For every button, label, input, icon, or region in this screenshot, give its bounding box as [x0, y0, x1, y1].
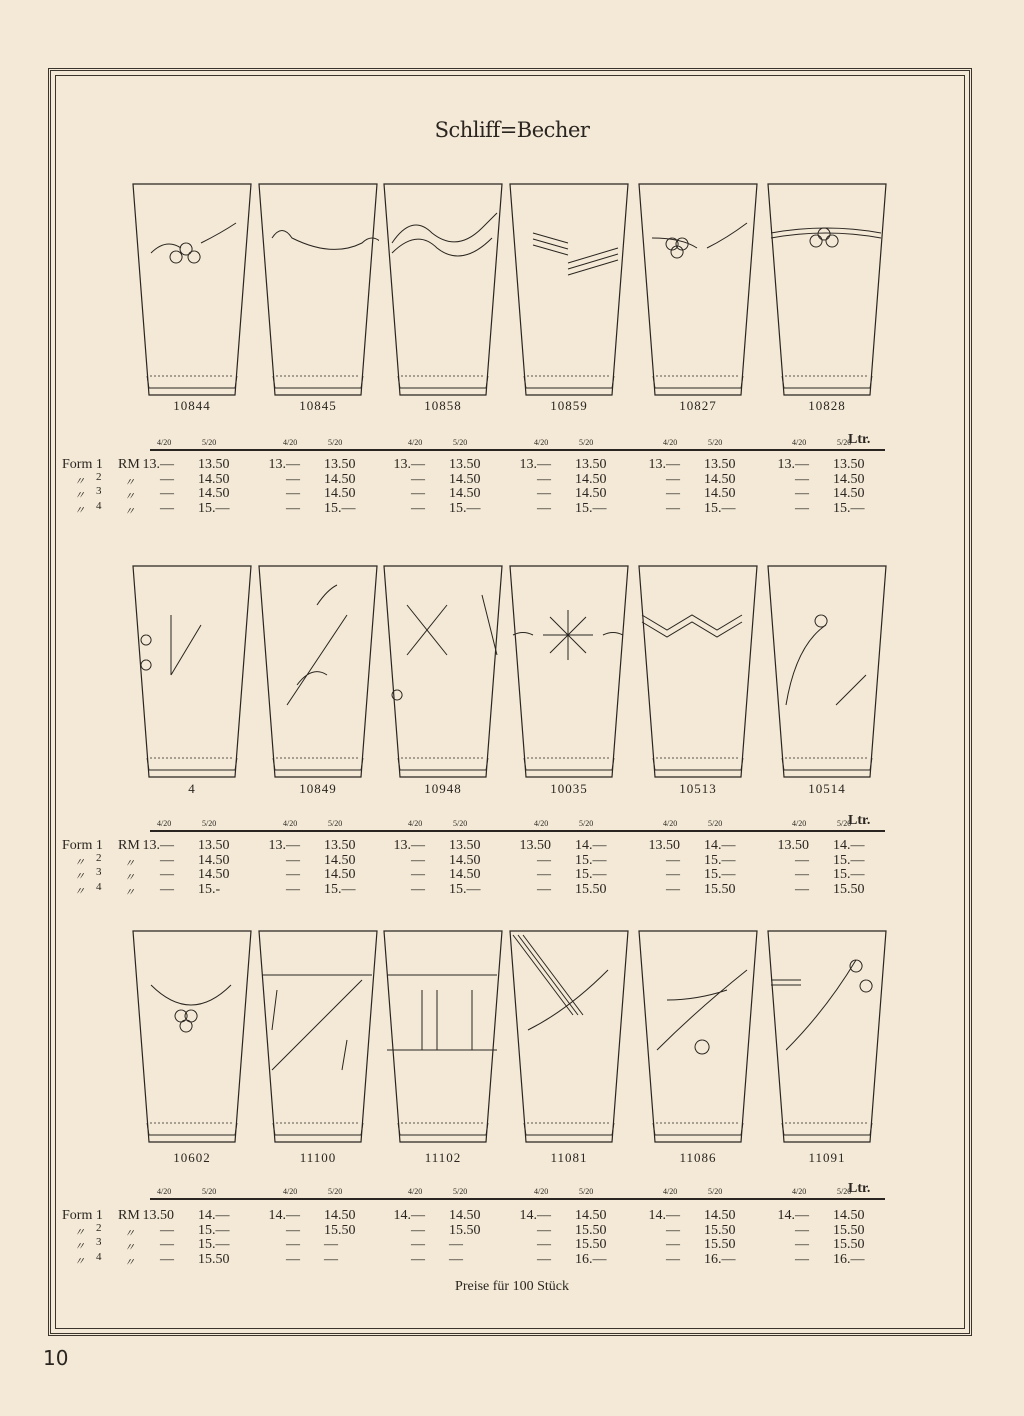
size-header-4-20: 4/20 — [408, 438, 423, 447]
article-number: 10849 — [299, 781, 337, 796]
price-4-20: — — [286, 471, 300, 487]
currency-label: RM — [118, 838, 140, 853]
price-4-20: — — [160, 1237, 174, 1253]
tumbler-illustration — [766, 565, 888, 780]
form-number: 4 — [96, 1250, 102, 1263]
price-4-20: 13.— — [519, 457, 551, 472]
price-4-20: — — [795, 867, 809, 883]
article-number: 10948 — [424, 781, 462, 796]
price-5-20: 15.— — [833, 867, 865, 883]
size-header-5-20: 5/20 — [579, 438, 594, 447]
tumbler-illustration — [508, 183, 630, 398]
page-number: 10 — [43, 1346, 69, 1370]
price-5-20: 14.50 — [833, 471, 865, 487]
size-header-4-20: 4/20 — [157, 438, 172, 447]
price-4-20: — — [537, 1237, 551, 1253]
price-5-20: 14.50 — [324, 486, 356, 502]
article-number: 4 — [188, 781, 196, 796]
price-note: Preise für 100 Stück — [455, 1279, 569, 1294]
price-4-20: — — [666, 1251, 680, 1267]
price-5-20: 15.— — [449, 881, 481, 897]
ditto-mark: 〃 — [124, 857, 135, 870]
article-number: 10858 — [424, 398, 462, 413]
size-header-4-20: 4/20 — [792, 1187, 807, 1196]
price-4-20: 14.— — [777, 1208, 809, 1223]
price-5-20: 13.50 — [449, 838, 481, 853]
form-label: Form 1 — [62, 1208, 103, 1223]
price-4-20: — — [795, 1251, 809, 1267]
ditto-mark: 〃 — [74, 885, 85, 898]
price-4-20: 13.— — [648, 457, 680, 472]
price-5-20: 14.50 — [198, 471, 230, 487]
price-5-20: 13.50 — [324, 838, 356, 853]
price-4-20: — — [795, 881, 809, 897]
price-5-20: 15.50 — [833, 1222, 865, 1238]
size-header-5-20: 5/20 — [202, 819, 217, 828]
ditto-mark: 〃 — [124, 1227, 135, 1240]
price-5-20: 15.50 — [575, 881, 607, 897]
price-4-20: — — [795, 500, 809, 516]
price-5-20: 14.50 — [198, 852, 230, 868]
price-5-20: 15.— — [198, 1222, 230, 1238]
price-4-20: — — [160, 1222, 174, 1238]
price-5-20: 15.— — [575, 867, 607, 883]
ditto-mark: 〃 — [124, 476, 135, 489]
price-5-20: 13.50 — [704, 457, 736, 472]
price-5-20: 15.— — [575, 500, 607, 516]
price-5-20: — — [324, 1237, 338, 1253]
size-header-5-20: 5/20 — [837, 1187, 852, 1196]
article-number: 10514 — [808, 781, 846, 796]
price-5-20: 14.50 — [704, 471, 736, 487]
price-5-20: 15.— — [704, 852, 736, 868]
ditto-mark: 〃 — [74, 871, 85, 884]
price-4-20: — — [795, 471, 809, 487]
tumbler-illustration — [131, 930, 253, 1145]
price-4-20: 13.— — [268, 838, 300, 853]
price-5-20: 15.50 — [575, 1237, 607, 1253]
tumbler-illustration — [382, 183, 504, 398]
ditto-mark: 〃 — [74, 490, 85, 503]
article-number: 10827 — [679, 398, 717, 413]
price-5-20: 14.50 — [833, 1208, 865, 1223]
size-header-5-20: 5/20 — [453, 438, 468, 447]
price-5-20: 15.50 — [449, 1222, 481, 1238]
price-5-20: 14.50 — [198, 486, 230, 502]
price-4-20: — — [286, 1222, 300, 1238]
price-4-20: 13.50 — [648, 838, 680, 853]
size-header-4-20: 4/20 — [663, 438, 678, 447]
price-5-20: 16.— — [833, 1251, 865, 1267]
price-4-20: — — [160, 471, 174, 487]
size-header-4-20: 4/20 — [157, 819, 172, 828]
size-header-5-20: 5/20 — [202, 438, 217, 447]
size-header-5-20: 5/20 — [579, 819, 594, 828]
tumbler-illustration — [257, 565, 379, 780]
price-5-20: 14.50 — [704, 486, 736, 502]
size-header-5-20: 5/20 — [708, 1187, 723, 1196]
price-4-20: — — [537, 500, 551, 516]
tumbler-illustration — [382, 565, 504, 780]
tumbler-illustration — [508, 930, 630, 1145]
price-5-20: 14.— — [833, 838, 865, 853]
price-4-20: 13.50 — [777, 838, 809, 853]
price-4-20: 13.— — [142, 838, 174, 853]
price-5-20: 14.50 — [833, 486, 865, 502]
size-header-5-20: 5/20 — [453, 819, 468, 828]
price-5-20: — — [449, 1237, 463, 1253]
tumbler-illustration — [131, 565, 253, 780]
size-header-4-20: 4/20 — [663, 1187, 678, 1196]
price-5-20: 14.50 — [449, 852, 481, 868]
ditto-mark: 〃 — [74, 856, 85, 869]
ditto-mark: 〃 — [74, 1226, 85, 1239]
price-5-20: 15.50 — [575, 1222, 607, 1238]
unit-label: Ltr. — [848, 1181, 871, 1196]
price-4-20: — — [411, 1222, 425, 1238]
price-5-20: 15.— — [198, 500, 230, 516]
price-4-20: — — [160, 881, 174, 897]
tumbler-illustration — [508, 565, 630, 780]
article-number: 10859 — [550, 398, 588, 413]
price-4-20: — — [160, 500, 174, 516]
size-header-4-20: 4/20 — [283, 438, 298, 447]
size-header-4-20: 4/20 — [534, 438, 549, 447]
price-5-20: 14.— — [704, 838, 736, 853]
price-4-20: — — [411, 867, 425, 883]
ditto-mark: 〃 — [124, 491, 135, 504]
ditto-mark: 〃 — [74, 504, 85, 517]
tumbler-illustration — [257, 930, 379, 1145]
size-header-5-20: 5/20 — [453, 1187, 468, 1196]
currency-label: RM — [118, 457, 140, 472]
price-5-20: 14.50 — [324, 1208, 356, 1223]
article-number: 10035 — [550, 781, 588, 796]
price-5-20: 15.50 — [198, 1251, 230, 1267]
price-5-20: 15.— — [704, 500, 736, 516]
size-header-4-20: 4/20 — [792, 819, 807, 828]
price-5-20: 13.50 — [324, 457, 356, 472]
currency-label: RM — [118, 1208, 140, 1223]
price-5-20: 15.— — [198, 1237, 230, 1253]
price-5-20: 13.50 — [198, 457, 230, 472]
article-number: 11086 — [679, 1150, 717, 1165]
price-5-20: 14.50 — [449, 867, 481, 883]
price-4-20: — — [160, 867, 174, 883]
price-4-20: — — [537, 471, 551, 487]
article-number: 11102 — [424, 1150, 462, 1165]
size-header-5-20: 5/20 — [708, 438, 723, 447]
size-header-4-20: 4/20 — [792, 438, 807, 447]
size-header-5-20: 5/20 — [328, 438, 343, 447]
size-header-5-20: 5/20 — [202, 1187, 217, 1196]
price-4-20: 13.— — [142, 457, 174, 472]
tumbler-illustration — [257, 183, 379, 398]
form-number: 3 — [96, 866, 102, 879]
price-5-20: 15.— — [704, 867, 736, 883]
price-4-20: — — [537, 852, 551, 868]
price-4-20: — — [286, 867, 300, 883]
price-4-20: — — [795, 852, 809, 868]
price-4-20: — — [666, 1237, 680, 1253]
tumbler-illustration — [766, 930, 888, 1145]
price-4-20: — — [666, 471, 680, 487]
price-4-20: 14.— — [393, 1208, 425, 1223]
article-number: 11081 — [550, 1150, 588, 1165]
price-4-20: — — [411, 852, 425, 868]
size-header-4-20: 4/20 — [408, 819, 423, 828]
size-header-4-20: 4/20 — [408, 1187, 423, 1196]
tumbler-illustration — [637, 930, 759, 1145]
price-5-20: 15.— — [324, 881, 356, 897]
price-5-20: 14.50 — [704, 1208, 736, 1223]
ditto-mark: 〃 — [74, 1255, 85, 1268]
price-5-20: 14.50 — [449, 486, 481, 502]
price-4-20: — — [666, 486, 680, 502]
price-4-20: — — [286, 500, 300, 516]
price-5-20: 13.50 — [575, 457, 607, 472]
price-4-20: 13.— — [393, 457, 425, 472]
price-5-20: 14.— — [575, 838, 607, 853]
form-number: 2 — [96, 1221, 102, 1234]
price-5-20: 14.50 — [575, 486, 607, 502]
ditto-mark: 〃 — [124, 872, 135, 885]
table-rule — [150, 830, 885, 832]
article-number: 10828 — [808, 398, 846, 413]
price-5-20: 13.50 — [833, 457, 865, 472]
price-5-20: 14.50 — [324, 852, 356, 868]
price-5-20: 14.50 — [449, 471, 481, 487]
form-number: 3 — [96, 1236, 102, 1249]
price-5-20: 15.— — [833, 500, 865, 516]
form-number: 2 — [96, 851, 102, 864]
price-4-20: — — [795, 486, 809, 502]
price-4-20: — — [666, 500, 680, 516]
price-4-20: — — [537, 486, 551, 502]
size-header-4-20: 4/20 — [157, 1187, 172, 1196]
price-5-20: 15.50 — [704, 881, 736, 897]
price-5-20: 15.50 — [704, 1237, 736, 1253]
price-5-20: 16.— — [575, 1251, 607, 1267]
price-5-20: 14.50 — [198, 867, 230, 883]
price-4-20: — — [411, 500, 425, 516]
tumbler-illustration — [637, 183, 759, 398]
price-5-20: 14.50 — [324, 471, 356, 487]
article-number: 10513 — [679, 781, 717, 796]
price-5-20: 14.50 — [575, 471, 607, 487]
price-4-20: — — [286, 1237, 300, 1253]
price-5-20: 15.— — [449, 500, 481, 516]
size-header-5-20: 5/20 — [328, 1187, 343, 1196]
price-4-20: — — [411, 1237, 425, 1253]
price-4-20: — — [160, 486, 174, 502]
form-number: 4 — [96, 499, 102, 512]
price-5-20: 14.50 — [324, 867, 356, 883]
price-5-20: 14.50 — [575, 1208, 607, 1223]
price-4-20: — — [666, 1222, 680, 1238]
price-5-20: 15.— — [833, 852, 865, 868]
ditto-mark: 〃 — [124, 1256, 135, 1269]
article-number: 11100 — [299, 1150, 337, 1165]
size-header-5-20: 5/20 — [328, 819, 343, 828]
price-4-20: — — [286, 852, 300, 868]
size-header-4-20: 4/20 — [534, 819, 549, 828]
price-4-20: — — [286, 1251, 300, 1267]
size-header-5-20: 5/20 — [708, 819, 723, 828]
price-4-20: 13.— — [268, 457, 300, 472]
size-header-5-20: 5/20 — [579, 1187, 594, 1196]
price-4-20: 13.— — [393, 838, 425, 853]
tumbler-illustration — [766, 183, 888, 398]
price-5-20: — — [449, 1251, 463, 1267]
price-4-20: — — [666, 867, 680, 883]
price-5-20: 13.50 — [198, 838, 230, 853]
form-label: Form 1 — [62, 838, 103, 853]
price-4-20: — — [411, 1251, 425, 1267]
price-5-20: 15.— — [324, 500, 356, 516]
price-4-20: — — [537, 1251, 551, 1267]
size-header-4-20: 4/20 — [283, 1187, 298, 1196]
price-5-20: 15.- — [198, 881, 221, 897]
price-4-20: — — [411, 486, 425, 502]
price-4-20: — — [537, 1222, 551, 1238]
size-header-4-20: 4/20 — [283, 819, 298, 828]
price-4-20: 13.50 — [142, 1208, 174, 1223]
price-5-20: 14.— — [198, 1208, 230, 1223]
price-4-20: 14.— — [519, 1208, 551, 1223]
price-4-20: — — [537, 881, 551, 897]
price-4-20: — — [160, 1251, 174, 1267]
price-5-20: — — [324, 1251, 338, 1267]
tumbler-illustration — [637, 565, 759, 780]
tumbler-illustration — [131, 183, 253, 398]
price-4-20: — — [666, 852, 680, 868]
tumbler-illustration — [382, 930, 504, 1145]
price-4-20: — — [666, 881, 680, 897]
price-4-20: — — [411, 881, 425, 897]
ditto-mark: 〃 — [124, 505, 135, 518]
price-4-20: 14.— — [648, 1208, 680, 1223]
ditto-mark: 〃 — [74, 475, 85, 488]
page-title: Schliff=Becher — [434, 118, 590, 142]
form-number: 2 — [96, 470, 102, 483]
price-4-20: 14.— — [268, 1208, 300, 1223]
form-label: Form 1 — [62, 457, 103, 472]
price-4-20: — — [537, 867, 551, 883]
form-number: 4 — [96, 880, 102, 893]
table-rule — [150, 1198, 885, 1200]
price-5-20: 14.50 — [449, 1208, 481, 1223]
unit-label: Ltr. — [848, 813, 871, 828]
price-5-20: 15.50 — [324, 1222, 356, 1238]
form-number: 3 — [96, 485, 102, 498]
price-5-20: 16.— — [704, 1251, 736, 1267]
price-4-20: — — [795, 1237, 809, 1253]
price-4-20: — — [795, 1222, 809, 1238]
article-number: 10844 — [173, 398, 211, 413]
price-4-20: — — [286, 881, 300, 897]
table-rule — [150, 449, 885, 451]
price-4-20: — — [160, 852, 174, 868]
unit-label: Ltr. — [848, 432, 871, 447]
ditto-mark: 〃 — [74, 1241, 85, 1254]
price-5-20: 15.50 — [704, 1222, 736, 1238]
size-header-5-20: 5/20 — [837, 438, 852, 447]
price-5-20: 13.50 — [449, 457, 481, 472]
price-4-20: — — [286, 486, 300, 502]
article-number: 10845 — [299, 398, 337, 413]
article-number: 11091 — [808, 1150, 846, 1165]
price-5-20: 15.50 — [833, 1237, 865, 1253]
size-header-4-20: 4/20 — [534, 1187, 549, 1196]
price-5-20: 15.50 — [833, 881, 865, 897]
price-4-20: 13.50 — [519, 838, 551, 853]
size-header-4-20: 4/20 — [663, 819, 678, 828]
price-5-20: 15.— — [575, 852, 607, 868]
price-4-20: — — [411, 471, 425, 487]
ditto-mark: 〃 — [124, 886, 135, 899]
size-header-5-20: 5/20 — [837, 819, 852, 828]
ditto-mark: 〃 — [124, 1242, 135, 1255]
price-4-20: 13.— — [777, 457, 809, 472]
article-number: 10602 — [173, 1150, 211, 1165]
